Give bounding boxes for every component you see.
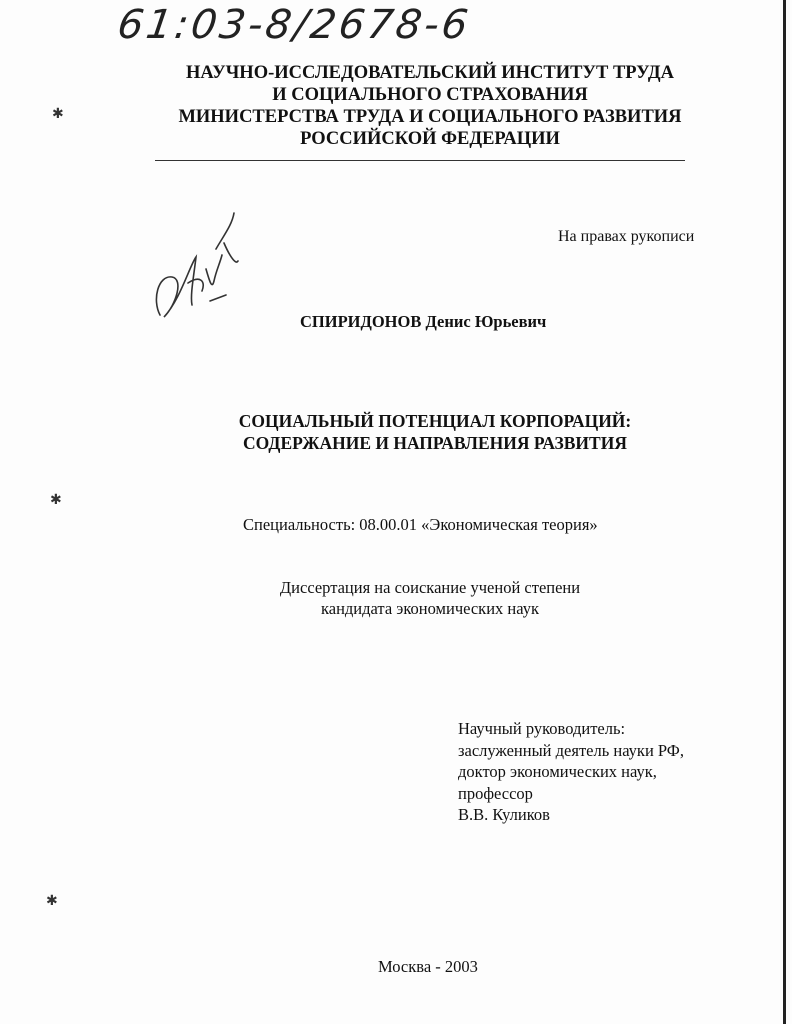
institution-line: НАУЧНО-ИССЛЕДОВАТЕЛЬСКИЙ ИНСТИТУТ ТРУДА <box>186 63 674 83</box>
header-divider <box>155 160 685 161</box>
supervisor-line: В.В. Куликов <box>458 805 550 824</box>
rights-note: На правах рукописи <box>558 228 695 245</box>
title-line: СОДЕРЖАНИЕ И НАПРАВЛЕНИЯ РАЗВИТИЯ <box>243 433 627 453</box>
dissertation-title <box>170 410 700 454</box>
supervisor-line: заслуженный деятель науки РФ, <box>458 740 684 760</box>
institution-line: И СОЦИАЛЬНОГО СТРАХОВАНИЯ <box>272 85 588 105</box>
author-name: СПИРИДОНОВ Денис Юрьевич <box>300 312 547 331</box>
scan-speck-icon: ✱ <box>52 106 64 122</box>
institution-header <box>150 62 710 150</box>
supervisor-line: доктор экономических наук, <box>458 762 657 781</box>
city-year: Москва - 2003 <box>378 957 478 976</box>
degree-line: Диссертация на соискание ученой степени <box>279 578 581 597</box>
supervisor-line: Научный руководитель: <box>458 719 626 738</box>
supervisor-line: профессор <box>458 783 533 803</box>
handwritten-signature <box>150 205 245 330</box>
scan-speck-icon: ✱ <box>50 492 62 508</box>
scan-edge <box>783 0 786 1024</box>
institution-line: МИНИСТЕРСТВА ТРУДА И СОЦИАЛЬНОГО РАЗВИТИЯ <box>178 107 682 127</box>
degree-statement <box>230 577 630 619</box>
title-line: СОЦИАЛЬНЫЙ ПОТЕНЦИАЛ КОРПОРАЦИЙ: <box>238 411 632 431</box>
institution-line: РОССИЙСКОЙ ФЕДЕРАЦИИ <box>300 129 560 149</box>
scan-speck-icon: ✱ <box>46 893 58 909</box>
archive-number: 61:03-8/2678-6 <box>114 2 474 48</box>
specialty-line: Специальность: 08.00.01 «Экономическая теория» <box>243 515 598 534</box>
supervisor-block <box>458 718 684 826</box>
degree-line: кандидата экономических наук <box>320 599 539 618</box>
